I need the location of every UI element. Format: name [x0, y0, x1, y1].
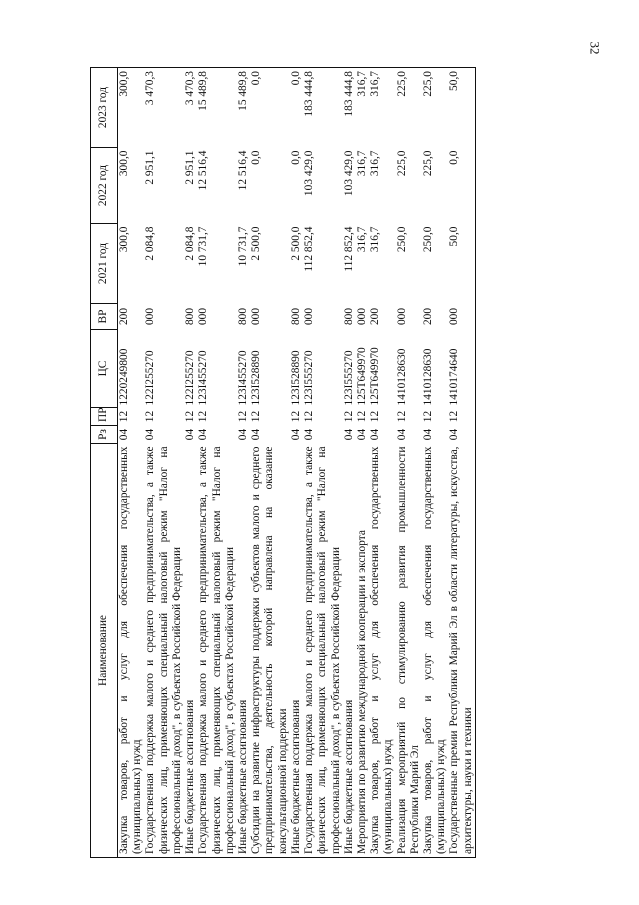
cell-rz: 04 [395, 428, 408, 441]
cell-cs: 123I528890 [250, 350, 263, 406]
cell-y2022: 0,0 [250, 150, 263, 165]
cell-y2022: 0,0 [448, 148, 475, 224]
table-row [118, 68, 145, 858]
cell-vr: 200 [369, 307, 382, 326]
cell-pr: 12 [448, 408, 475, 426]
cell-pr: 12 [355, 410, 368, 423]
cell-y2021: 112 852,4 [342, 226, 355, 272]
cell-pr: 12 [369, 410, 382, 423]
cell-vr: 000 [144, 307, 157, 326]
header-row [91, 68, 118, 858]
cell-name: Мероприятия по развитию международной кооперации и экспорта [356, 444, 369, 858]
cell-y2022: 0,0 [289, 150, 302, 165]
cell-y2021: 112 852,4 [303, 226, 316, 272]
cell-name: Закупка товаров, работ и услуг для обеспечения государственных (муниципальных) нужд [369, 444, 395, 858]
header-vr: ВР [91, 304, 118, 330]
cell-vr: 800 [289, 307, 302, 326]
cell-y2023: 183 444,8 [343, 68, 356, 148]
cell-y2023: 15 489,8 [197, 68, 237, 148]
table-row [197, 68, 237, 858]
cell-rz: 04 [118, 428, 130, 441]
cell-name: Иные бюджетные ассигнования [184, 444, 197, 858]
cell-cs: 123I528890 [289, 350, 302, 406]
cell-name: Закупка товаров, работ и услуг для обеспечения государственных (муниципальных) нужд [118, 444, 145, 858]
header-name: Наименование [91, 444, 118, 858]
cell-cs: 122I255270 [144, 350, 157, 406]
cell-pr: 12 [250, 410, 263, 423]
cell-y2022: 300,0 [118, 150, 130, 177]
cell-cs: 125T649970 [369, 347, 382, 406]
cell-cs: 1410128630 [422, 348, 435, 406]
cell-pr: 12 [184, 410, 197, 423]
cell-y2023: 15 489,8 [237, 68, 250, 148]
budget-table [90, 67, 476, 858]
cell-vr: 800 [342, 307, 355, 326]
cell-vr: 200 [118, 307, 130, 326]
cell-y2021: 2 084,8 [184, 226, 197, 261]
cell-y2021: 2 500,0 [289, 226, 302, 261]
cell-name: Реализация мероприятий по стимулированию развития промышленности Республики Марий Эл [396, 444, 422, 858]
cell-name: Государственные премии Республики Марий Эл в области литературы, искусства, архитектуры, науки и техники [448, 444, 475, 858]
cell-y2023: 0,0 [290, 68, 303, 148]
cell-rz: 04 [184, 428, 197, 441]
cell-y2023: 225,0 [422, 68, 448, 148]
cell-name: Государственная поддержка малого и среднего предпринимательства, а также физических лиц, применяющих специальный налоговый режим "Налог на профессиональный доход", в субъектах Российской Федерации [303, 444, 343, 858]
cell-pr: 12 [118, 410, 130, 423]
cell-rz: 04 [369, 428, 382, 441]
cell-rz: 04 [422, 428, 435, 441]
table-row [237, 68, 250, 858]
header-pr: ПР [91, 408, 118, 426]
rotated-table-container [90, 68, 570, 858]
cell-pr: 12 [236, 410, 249, 423]
table-row [343, 68, 356, 858]
cell-y2022: 103 429,0 [303, 150, 316, 197]
header-2022: 2022 год [91, 148, 118, 224]
cell-y2022: 2 951,1 [184, 150, 197, 185]
cell-y2022: 103 429,0 [342, 150, 355, 197]
cell-y2023: 0,0 [250, 68, 290, 148]
table-row [250, 68, 290, 858]
cell-y2023: 300,0 [118, 68, 145, 148]
table-row [356, 68, 369, 858]
cell-y2022: 316,7 [369, 150, 382, 177]
cell-y2021: 50,0 [448, 224, 475, 304]
cell-y2022: 12 516,4 [236, 150, 249, 191]
cell-rz: 04 [250, 428, 263, 441]
cell-vr: 000 [197, 307, 210, 326]
cell-cs: 123I455270 [197, 350, 210, 406]
cell-name: Государственная поддержка малого и среднего предпринимательства, а также физических лиц, применяющих специальный налоговый режим "Налог на профессиональный доход", в субъектах Российской Федерации [144, 444, 184, 858]
cell-y2021: 2 500,0 [250, 226, 263, 261]
cell-y2021: 300,0 [118, 226, 130, 253]
table-row [396, 68, 422, 858]
cell-y2023: 316,7 [356, 68, 369, 148]
cell-y2021: 250,0 [395, 226, 408, 253]
cell-pr: 12 [197, 410, 210, 423]
cell-vr: 200 [422, 307, 435, 326]
cell-pr: 12 [144, 410, 157, 423]
cell-cs: 123I555270 [303, 350, 316, 406]
cell-vr: 000 [395, 307, 408, 326]
cell-y2021: 250,0 [422, 226, 435, 253]
header-2023: 2023 год [91, 68, 118, 148]
header-2021: 2021 год [91, 224, 118, 304]
cell-y2021: 10 731,7 [236, 226, 249, 267]
cell-vr: 800 [236, 307, 249, 326]
cell-cs: 1220249800 [118, 348, 130, 406]
cell-cs: 123I455270 [236, 350, 249, 406]
cell-vr: 800 [184, 307, 197, 326]
cell-y2022: 225,0 [395, 150, 408, 177]
cell-y2023: 50,0 [448, 68, 475, 148]
table-row [144, 68, 184, 858]
cell-name: Иные бюджетные ассигнования [290, 444, 303, 858]
page-number: 32 [587, 41, 603, 55]
cell-cs: 123I555270 [342, 350, 355, 406]
cell-pr: 12 [395, 410, 408, 423]
cell-pr: 12 [342, 410, 355, 423]
cell-vr: 000 [355, 307, 368, 326]
cell-cs: 125T649970 [355, 347, 368, 406]
cell-y2022: 316,7 [355, 150, 368, 177]
cell-cs: 1410174640 [448, 330, 475, 408]
cell-y2023: 225,0 [396, 68, 422, 148]
cell-cs: 1410128630 [395, 348, 408, 406]
header-rz: Рз [91, 426, 118, 444]
table-row [422, 68, 448, 858]
cell-name: Иные бюджетные ассигнования [237, 444, 250, 858]
cell-name: Иные бюджетные ассигнования [343, 444, 356, 858]
cell-rz: 04 [448, 426, 475, 444]
table-row [290, 68, 303, 858]
cell-pr: 12 [422, 410, 435, 423]
cell-rz: 04 [289, 428, 302, 441]
cell-y2021: 316,7 [355, 226, 368, 253]
cell-rz: 04 [355, 428, 368, 441]
table-row [184, 68, 197, 858]
cell-rz: 04 [236, 428, 249, 441]
cell-vr: 000 [448, 304, 475, 330]
table-row [369, 68, 395, 858]
cell-y2022: 225,0 [422, 150, 435, 177]
cell-y2023: 3 470,3 [184, 68, 197, 148]
cell-name: Субсидии на развитие инфраструктуры поддержки субъектов малого и среднего предпринимательства, деятельность которой направлена на оказание консультационной поддержки [250, 444, 290, 858]
cell-rz: 04 [144, 428, 157, 441]
cell-y2023: 3 470,3 [144, 68, 184, 148]
cell-y2023: 183 444,8 [303, 68, 343, 148]
cell-rz: 04 [197, 428, 210, 441]
cell-rz: 04 [303, 428, 316, 441]
cell-y2023: 316,7 [369, 68, 395, 148]
cell-y2021: 10 731,7 [197, 226, 210, 267]
cell-name: Закупка товаров, работ и услуг для обеспечения государственных (муниципальных) нужд [422, 444, 448, 858]
table-header [91, 68, 118, 858]
cell-y2021: 316,7 [369, 226, 382, 253]
cell-pr: 12 [303, 410, 316, 423]
cell-vr: 000 [303, 307, 316, 326]
cell-y2022: 2 951,1 [144, 150, 157, 185]
cell-cs: 122I255270 [184, 350, 197, 406]
table-row [448, 68, 475, 858]
table-body [118, 68, 476, 858]
cell-vr: 000 [250, 307, 263, 326]
cell-rz: 04 [342, 428, 355, 441]
cell-name: Государственная поддержка малого и среднего предпринимательства, а также физических лиц, применяющих специальный налоговый режим "Налог на профессиональный доход", в субъектах Российской Федерации [197, 444, 237, 858]
header-cs: ЦС [91, 330, 118, 408]
cell-pr: 12 [289, 410, 302, 423]
table-row [303, 68, 343, 858]
cell-y2022: 12 516,4 [197, 150, 210, 191]
cell-y2021: 2 084,8 [144, 226, 157, 261]
